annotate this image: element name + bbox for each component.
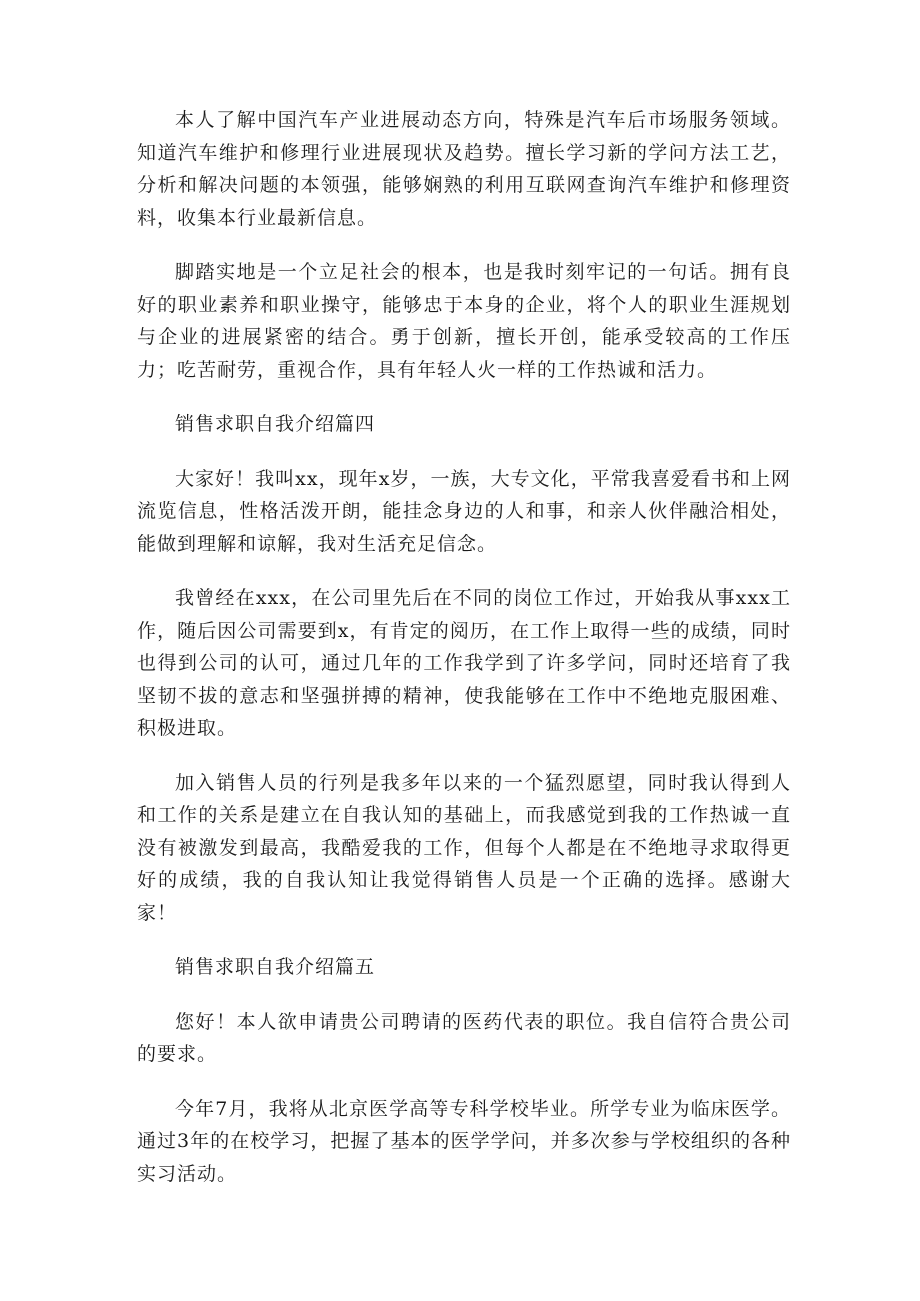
- section-heading: 销售求职自我介绍篇四: [175, 413, 376, 435]
- paragraph: 大家好！我叫xx，现年x岁，一族，大专文化，平常我喜爱看书和上网流览信息，性格活泼开朗，能挂念身边的人和事，和亲人伙伴融洽相处，能做到理解和谅解，我对生活充足信念。: [137, 467, 791, 555]
- paragraph: 我曾经在xxx，在公司里先后在不同的岗位工作过，开始我从事xxx工作，随后因公司需要到x，有肯定的阅历，在工作上取得一些的成绩，同时也得到公司的认可，通过几年的工作我学到了许多学问，同时还培育了我坚韧不拔的意志和坚强拼搏的精神，使我能够在工作中不绝地克服困难、积极进取。: [137, 587, 791, 739]
- paragraph: 今年7月，我将从北京医学高等专科学校毕业。所学专业为临床医学。通过3年的在校学习，把握了基本的医学学问，并多次参与学校组织的各种实习活动。: [137, 1097, 791, 1185]
- paragraph: 您好！本人欲申请贵公司聘请的医药代表的职位。我自信符合贵公司的要求。: [137, 1010, 791, 1065]
- paragraph: 脚踏实地是一个立足社会的根本，也是我时刻牢记的一句话。拥有良好的职业素养和职业操守，能够忠于本身的企业，将个人的职业生涯规划与企业的进展紧密的结合。勇于创新，擅长开创，能承受较高的工作压力；吃苦耐劳，重视合作，具有年轻人火一样的工作热诚和活力。: [137, 261, 791, 381]
- section-heading: 销售求职自我介绍篇五: [175, 956, 376, 978]
- paragraph: 本人了解中国汽车产业进展动态方向，特殊是汽车后市场服务领域。知道汽车维护和修理行业进展现状及趋势。擅长学习新的学问方法工艺，分析和解决问题的本领强，能够娴熟的利用互联网查询汽车维护和修理资料，收集本行业最新信息。: [137, 109, 791, 229]
- paragraph: 加入销售人员的行列是我多年以来的一个猛烈愿望，同时我认得到人和工作的关系是建立在自我认知的基础上，而我感觉到我的工作热诚一直没有被激发到最高，我酷爱我的工作，但每个人都是在不绝地寻求取得更好的成绩，我的自我认知让我觉得销售人员是一个正确的选择。感谢大家！: [137, 771, 791, 924]
- document-body: [137, 104, 791, 1212]
